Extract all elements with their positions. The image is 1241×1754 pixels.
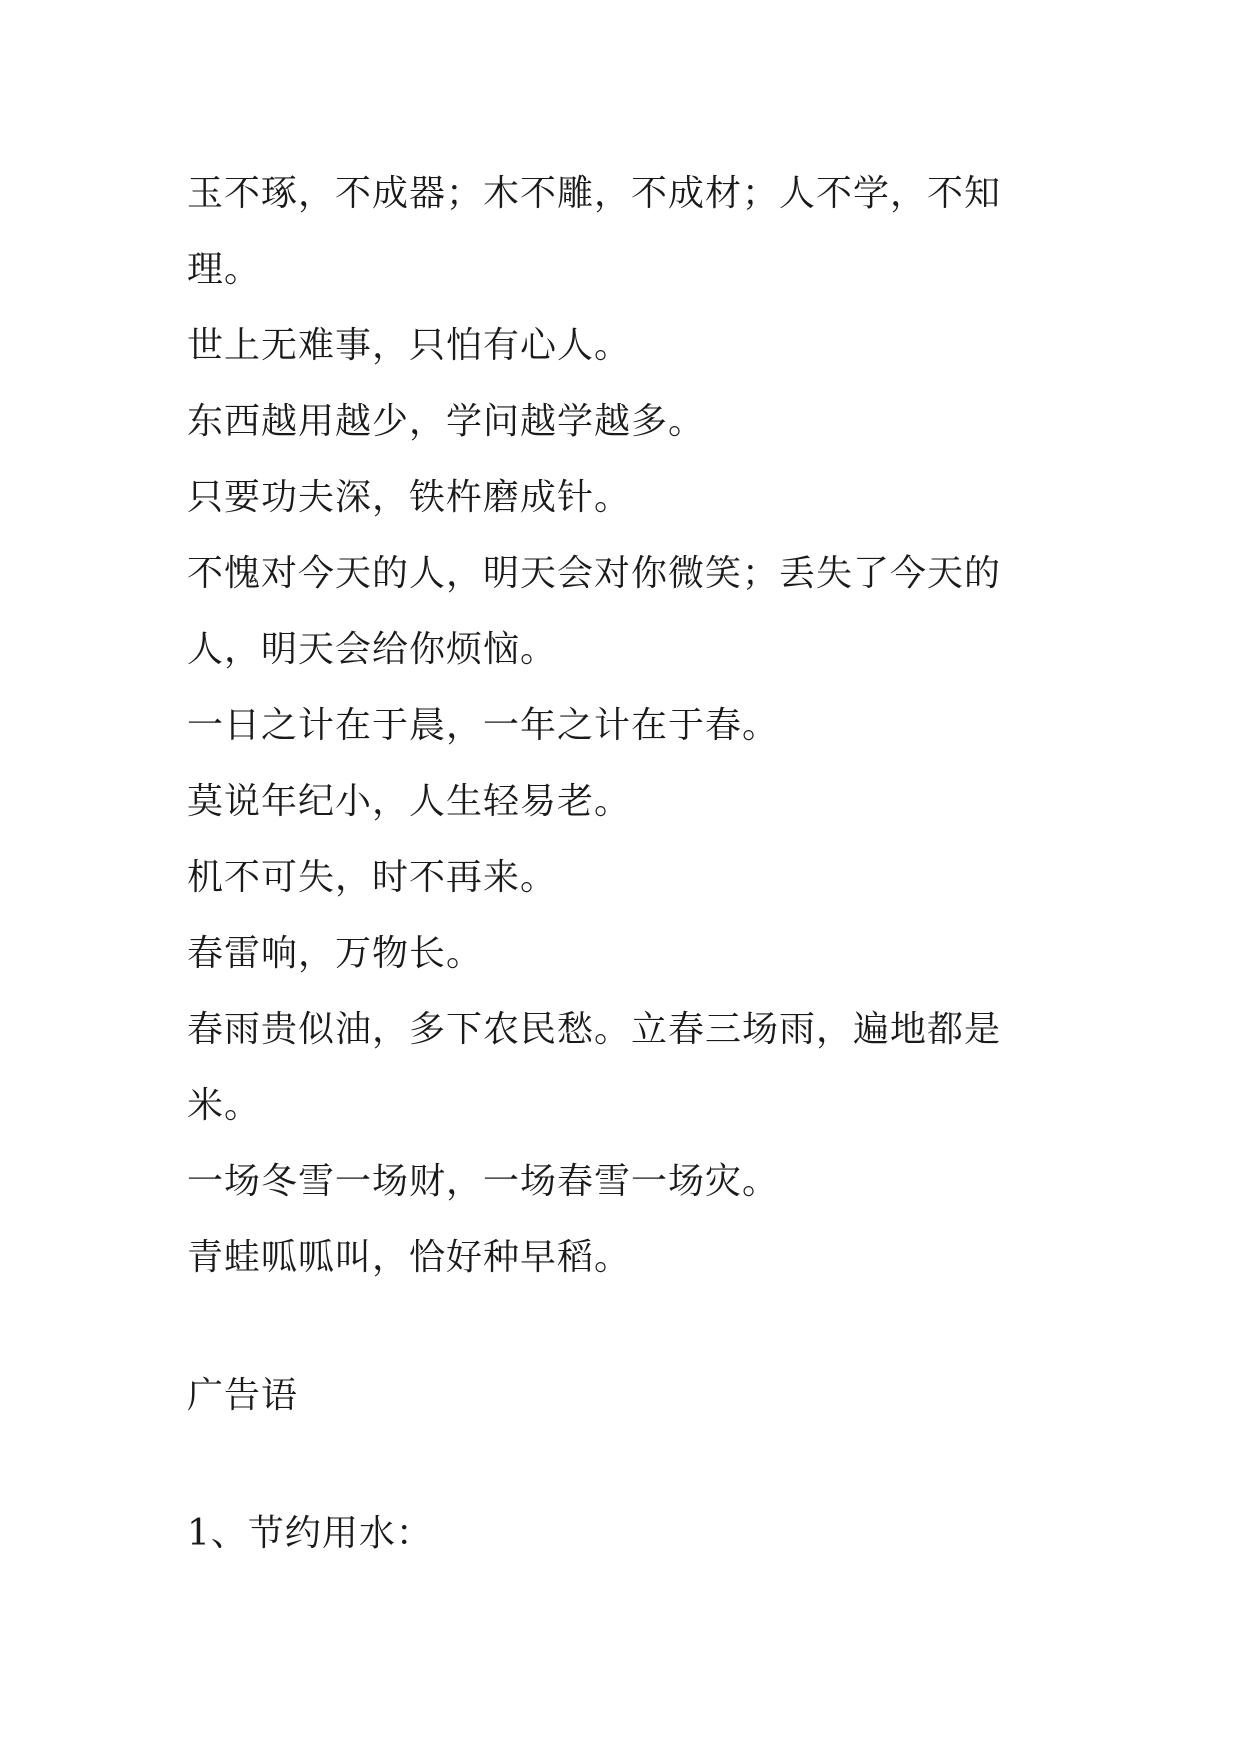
proverb-5: 不愧对今天的人，明天会对你微笑；丢失了今天的人，明天会给你烦恼。: [187, 553, 1002, 670]
proverb-11: 一场冬雪一场财，一场春雪一场灾。: [187, 1161, 780, 1202]
proverb-9: 春雷响，万物长。: [187, 933, 484, 974]
proverb-1: 玉不琢，不成器；木不雕，不成材；人不学，不知理。: [187, 173, 1002, 290]
proverb-6: 一日之计在于晨，一年之计在于春。: [187, 705, 780, 746]
section-heading: 广告语: [187, 1375, 299, 1416]
proverb-7: 莫说年纪小，人生轻易老。: [187, 781, 632, 822]
proverb-4: 只要功夫深，铁杵磨成针。: [187, 477, 632, 518]
proverb-3: 东西越用越少，学问越学越多。: [187, 401, 706, 442]
proverb-8: 机不可失，时不再来。: [187, 857, 558, 898]
proverb-list: [187, 156, 1067, 1296]
proverb-2: 世上无难事，只怕有心人。: [187, 325, 632, 366]
proverb-12: 青蛙呱呱叫，恰好种早稻。: [187, 1237, 632, 1278]
proverb-10: 春雨贵似油，多下农民愁。立春三场雨，遍地都是米。: [187, 1009, 1002, 1126]
subsection-heading: 1、节约用水：: [187, 1513, 433, 1554]
